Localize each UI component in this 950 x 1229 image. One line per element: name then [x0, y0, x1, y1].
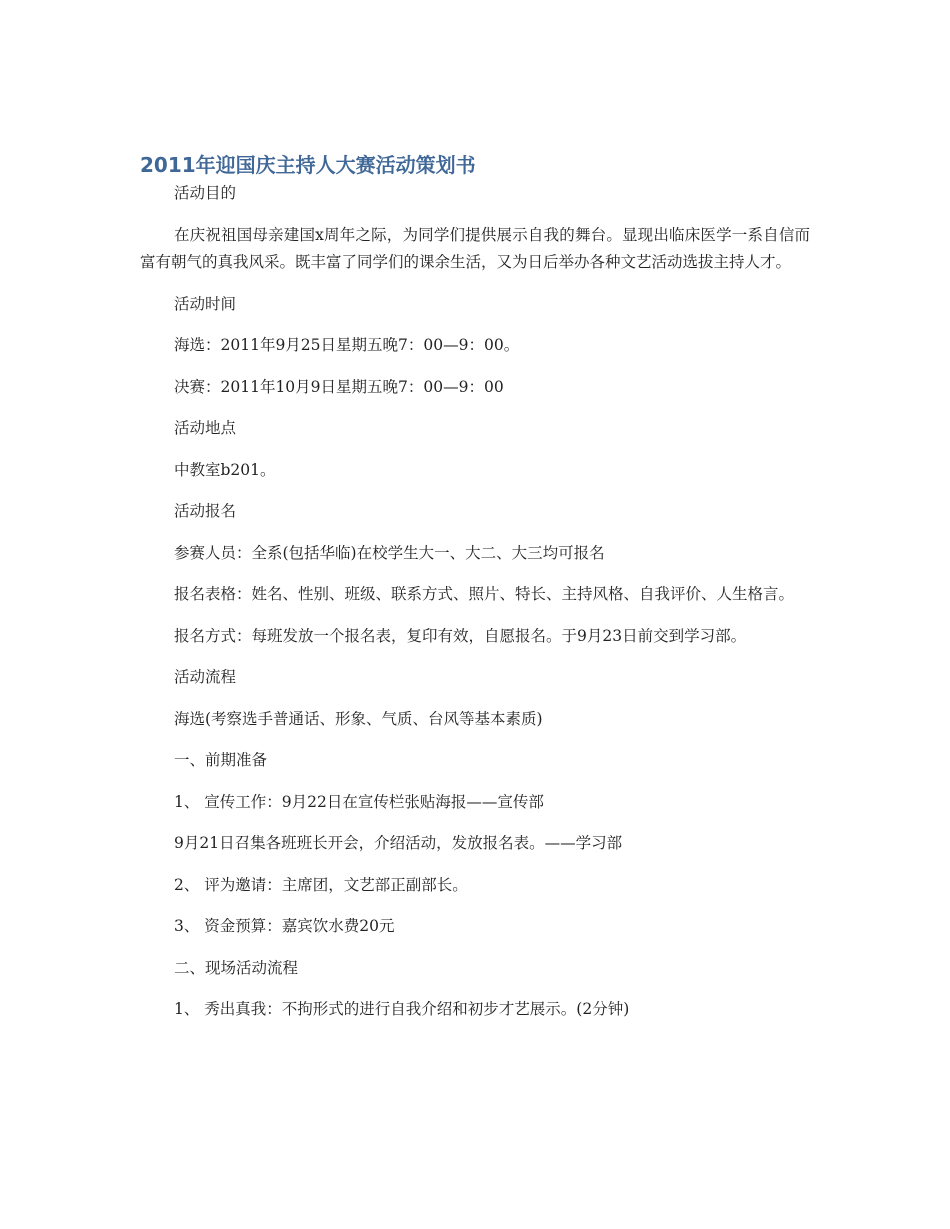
- paragraph-class-meeting: 9月21日召集各班班长开会，介绍活动，发放报名表。——学习部: [174, 834, 623, 852]
- paragraph-audition-criteria: 海选(考察选手普通话、形象、气质、台风等基本素质): [174, 709, 543, 728]
- paragraph-registration-method: 报名方式：每班发放一个报名表，复印有效，自愿报名。于9月23日前交到学习部。: [174, 626, 747, 645]
- document-title: 2011年迎国庆主持人大赛活动策划书: [140, 153, 476, 177]
- paragraph-registration-form: 报名表格：姓名、性别、班级、联系方式、照片、特长、主持风格、自我评价、人生格言。: [174, 585, 795, 603]
- paragraph-section-purpose-heading: 活动目的: [174, 184, 237, 202]
- paragraph-purpose-body: 在庆祝祖国母亲建国x周年之际，为同学们提供展示自我的舞台。显现出临床医学一系自信而富有朝气的真我风采。既丰富了同学们的课余生活，又为日后举办各种文艺活动选拔主持人才。: [140, 225, 810, 271]
- paragraph-section-process-heading: 活动流程: [174, 668, 237, 686]
- paragraph-onsite-heading: 二、现场活动流程: [174, 958, 299, 977]
- paragraph-section-location-heading: 活动地点: [174, 419, 237, 437]
- paragraph-section-registration-heading: 活动报名: [174, 502, 237, 520]
- document-page: [140, 150, 810, 1038]
- paragraph-publicity: 1、 宣传工作：9月22日在宣传栏张贴海报——宣传部: [174, 792, 544, 811]
- paragraph-audition-time: 海选：2011年9月25日星期五晚7：00—9：00。: [174, 336, 520, 354]
- paragraph-judges: 2、 评为邀请：主席团，文艺部正副部长。: [174, 875, 468, 894]
- paragraph-budget: 3、 资金预算：嘉宾饮水费20元: [174, 917, 395, 935]
- paragraph-participants: 参赛人员：全系(包括华临)在校学生大一、大二、大三均可报名: [174, 543, 605, 562]
- paragraph-preparation-heading: 一、前期准备: [174, 751, 268, 769]
- paragraph-section-time-heading: 活动时间: [174, 294, 237, 313]
- paragraph-final-time: 决赛：2011年10月9日星期五晚7：00—9：00: [174, 377, 504, 396]
- paragraph-location: 中教室b201。: [174, 460, 276, 479]
- paragraph-self-intro: 1、 秀出真我：不拘形式的进行自我介绍和初步才艺展示。(2分钟): [174, 1000, 630, 1018]
